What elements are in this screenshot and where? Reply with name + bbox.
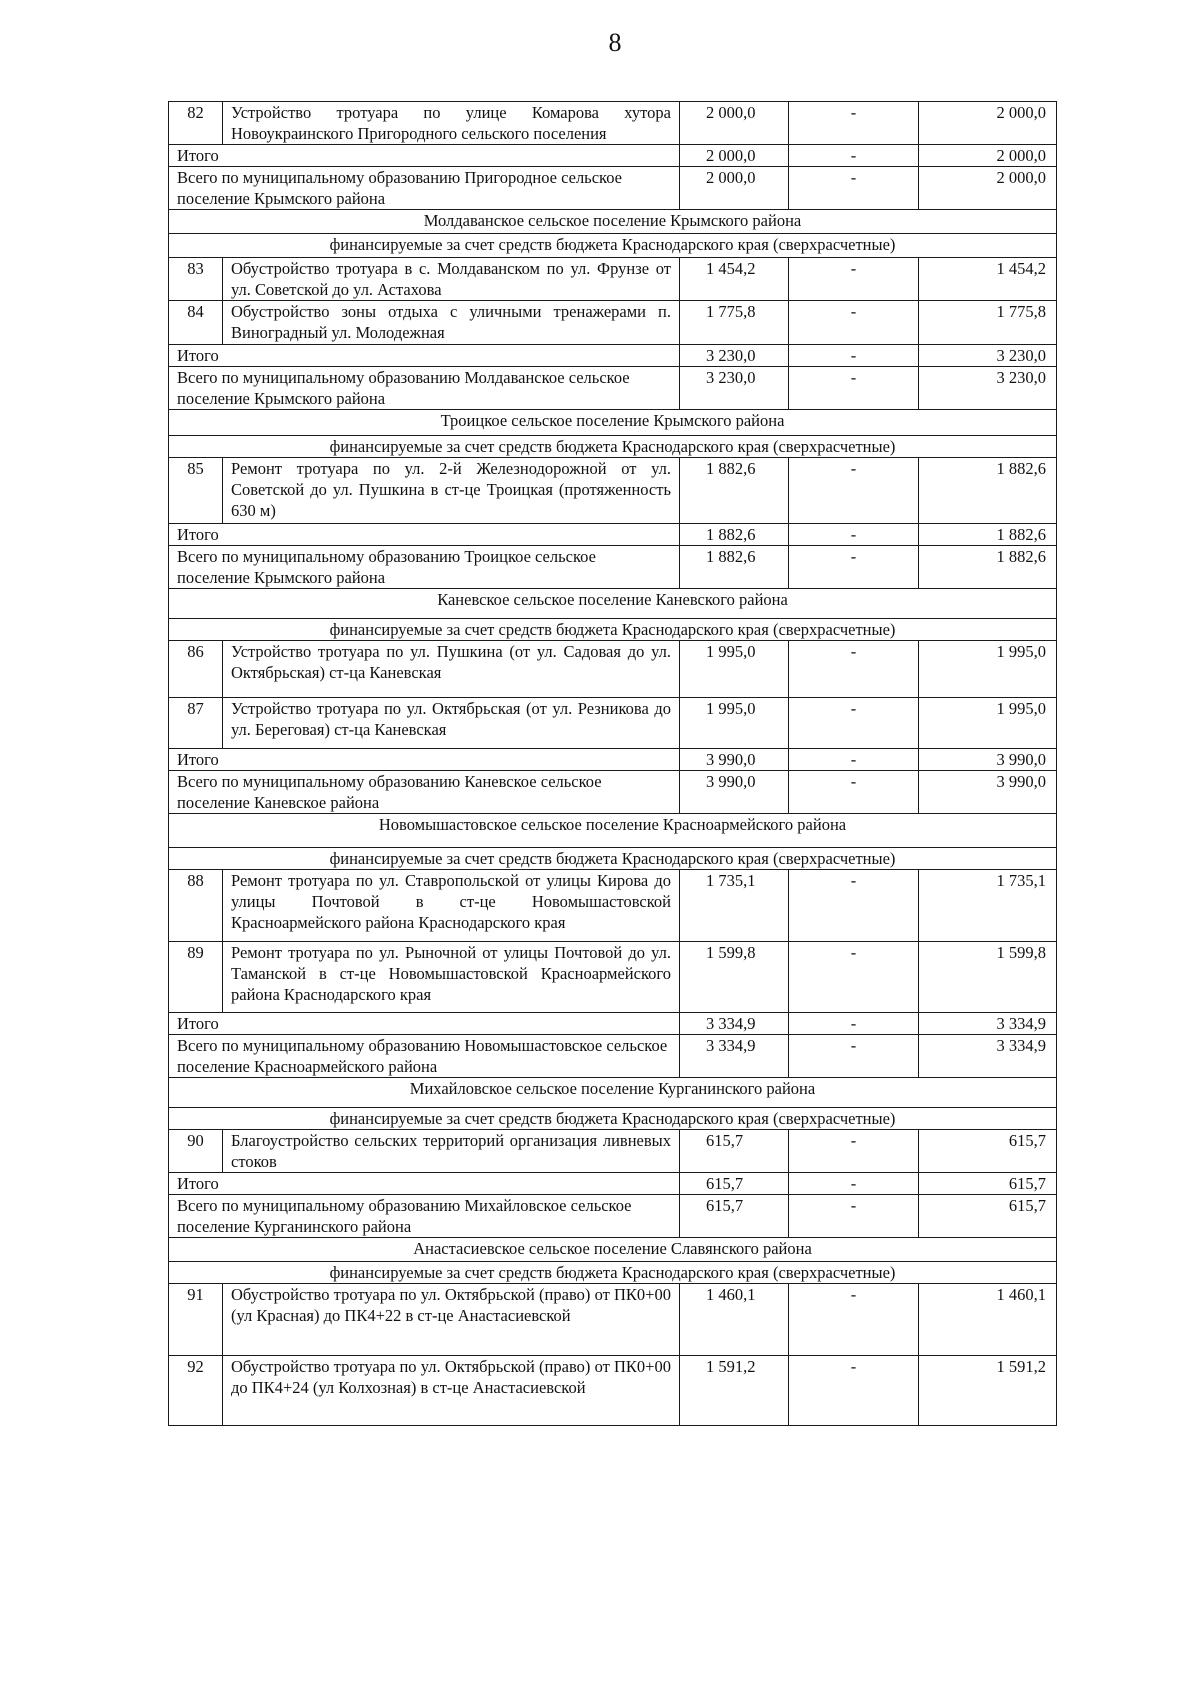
section-header-row [169, 410, 1057, 436]
item-number: 88 [169, 870, 223, 942]
item-description: Ремонт тротуара по ул. 2-й Железнодорожной от ул. Советской до ул. Пушкина в ст-це Троицкая (протяженность 630 м) [223, 458, 680, 524]
subtotal-row [169, 145, 1057, 167]
total-cell: 2 000,0 [919, 102, 1057, 145]
item-description: Устройство тротуара по ул. Пушкина (от ул. Садовая до ул. Октябрьская) ст-ца Каневская [223, 641, 680, 698]
table-row [169, 1356, 1057, 1426]
total-cell: 1 454,2 [919, 258, 1057, 301]
amount-cell: 3 230,0 [680, 345, 789, 367]
item-description: Обустройство тротуара по ул. Октябрьской (право) от ПК0+00 до ПК4+24 (ул Колхозная) в ст-це Анастасиевской [223, 1356, 680, 1426]
section-header-row [169, 589, 1057, 619]
amount-cell: 1 995,0 [680, 698, 789, 749]
total-cell: 3 230,0 [919, 367, 1057, 410]
subtotal-row [169, 771, 1057, 814]
item-description: Ремонт тротуара по ул. Рыночной от улицы Почтовой до ул. Таманской в ст-це Новомышастовской Красноармейского района Краснодарского края [223, 942, 680, 1013]
amount-cell: - [789, 870, 919, 942]
total-cell: 3 230,0 [919, 345, 1057, 367]
page-number: 8 [608, 28, 622, 57]
amount-cell: 615,7 [680, 1195, 789, 1238]
amount-cell: - [789, 698, 919, 749]
total-cell: 1 882,6 [919, 546, 1057, 589]
subtotal-row [169, 1173, 1057, 1195]
amount-cell: 3 990,0 [680, 771, 789, 814]
amount-cell: 1 591,2 [680, 1356, 789, 1426]
item-number: 86 [169, 641, 223, 698]
section-header-row [169, 210, 1057, 234]
subtotal-label: Всего по муниципальному образованию Новомышастовское сельское поселение Красноармейского района [169, 1035, 680, 1078]
total-cell: 1 591,2 [919, 1356, 1057, 1426]
item-number: 87 [169, 698, 223, 749]
table-row [169, 698, 1057, 749]
item-number: 89 [169, 942, 223, 1013]
financing-source-row [169, 1108, 1057, 1130]
financing-source: финансируемые за счет средств бюджета Краснодарского края (сверхрасчетные) [169, 1262, 1057, 1284]
table-row [169, 301, 1057, 345]
table-row [169, 102, 1057, 145]
item-description: Ремонт тротуара по ул. Ставропольской от улицы Кирова до улицы Почтовой в ст-це Новомышастовской Красноармейского района Краснодарского края [223, 870, 680, 942]
item-description: Обустройство зоны отдыха с уличными тренажерами п. Виноградный ул. Молодежная [223, 301, 680, 345]
subtotal-label: Всего по муниципальному образованию Пригородное сельское поселение Крымского района [169, 167, 680, 210]
table-row [169, 942, 1057, 1013]
budget-table [168, 101, 1057, 1426]
total-cell: 1 995,0 [919, 698, 1057, 749]
amount-cell: - [789, 367, 919, 410]
total-cell: 2 000,0 [919, 167, 1057, 210]
amount-cell: 1 882,6 [680, 546, 789, 589]
total-cell: 3 990,0 [919, 771, 1057, 814]
amount-cell: 1 882,6 [680, 524, 789, 546]
amount-cell: - [789, 167, 919, 210]
item-description: Обустройство тротуара в с. Молдаванском по ул. Фрунзе от ул. Советской до ул. Астахова [223, 258, 680, 301]
financing-source-row [169, 234, 1057, 258]
item-number: 83 [169, 258, 223, 301]
financing-source-row [169, 848, 1057, 870]
amount-cell: - [789, 942, 919, 1013]
amount-cell: 2 000,0 [680, 102, 789, 145]
total-cell: 3 990,0 [919, 749, 1057, 771]
subtotal-row [169, 1013, 1057, 1035]
amount-cell: - [789, 102, 919, 145]
item-description: Устройство тротуара по улице Комарова хутора Новоукраинского Пригородного сельского поселения [223, 102, 680, 145]
amount-cell: 1 599,8 [680, 942, 789, 1013]
subtotal-label: Итого [169, 345, 680, 367]
total-cell: 2 000,0 [919, 145, 1057, 167]
total-cell: 3 334,9 [919, 1035, 1057, 1078]
amount-cell: - [789, 546, 919, 589]
amount-cell: - [789, 258, 919, 301]
amount-cell: 1 735,1 [680, 870, 789, 942]
item-number: 92 [169, 1356, 223, 1426]
section-title: Каневское сельское поселение Каневского района [169, 589, 1057, 619]
table-row [169, 258, 1057, 301]
table-row [169, 870, 1057, 942]
subtotal-row [169, 167, 1057, 210]
financing-source: финансируемые за счет средств бюджета Краснодарского края (сверхрасчетные) [169, 1108, 1057, 1130]
subtotal-row [169, 524, 1057, 546]
section-header-row [169, 1078, 1057, 1108]
subtotal-row [169, 1195, 1057, 1238]
amount-cell: 1 995,0 [680, 641, 789, 698]
amount-cell: - [789, 345, 919, 367]
item-description: Устройство тротуара по ул. Октябрьская (от ул. Резникова до ул. Береговая) ст-ца Каневская [223, 698, 680, 749]
table-row [169, 458, 1057, 524]
subtotal-label: Всего по муниципальному образованию Молдаванское сельское поселение Крымского района [169, 367, 680, 410]
amount-cell: 1 882,6 [680, 458, 789, 524]
total-cell: 1 599,8 [919, 942, 1057, 1013]
amount-cell: 615,7 [680, 1130, 789, 1173]
total-cell: 615,7 [919, 1173, 1057, 1195]
amount-cell: - [789, 641, 919, 698]
subtotal-row [169, 367, 1057, 410]
subtotal-row [169, 546, 1057, 589]
subtotal-label: Всего по муниципальному образованию Михайловское сельское поселение Курганинского района [169, 1195, 680, 1238]
financing-source: финансируемые за счет средств бюджета Краснодарского края (сверхрасчетные) [169, 619, 1057, 641]
section-title: Анастасиевское сельское поселение Славянского района [169, 1238, 1057, 1262]
amount-cell: - [789, 1195, 919, 1238]
financing-source-row [169, 619, 1057, 641]
amount-cell: 615,7 [680, 1173, 789, 1195]
amount-cell: - [789, 1013, 919, 1035]
total-cell: 1 882,6 [919, 458, 1057, 524]
table-body [169, 102, 1057, 1426]
section-title: Михайловское сельское поселение Курганинского района [169, 1078, 1057, 1108]
amount-cell: 1 454,2 [680, 258, 789, 301]
amount-cell: 3 334,9 [680, 1013, 789, 1035]
amount-cell: 3 990,0 [680, 749, 789, 771]
subtotal-label: Итого [169, 1013, 680, 1035]
amount-cell: 2 000,0 [680, 145, 789, 167]
amount-cell: - [789, 749, 919, 771]
amount-cell: 2 000,0 [680, 167, 789, 210]
total-cell: 1 460,1 [919, 1284, 1057, 1356]
amount-cell: - [789, 524, 919, 546]
amount-cell: 3 230,0 [680, 367, 789, 410]
financing-source-row [169, 436, 1057, 458]
item-number: 82 [169, 102, 223, 145]
table-row [169, 641, 1057, 698]
total-cell: 1 882,6 [919, 524, 1057, 546]
amount-cell: - [789, 771, 919, 814]
amount-cell: - [789, 301, 919, 345]
section-header-row [169, 814, 1057, 848]
item-number: 85 [169, 458, 223, 524]
amount-cell: - [789, 1284, 919, 1356]
item-number: 91 [169, 1284, 223, 1356]
amount-cell: - [789, 1130, 919, 1173]
amount-cell: 1 460,1 [680, 1284, 789, 1356]
financing-source: финансируемые за счет средств бюджета Краснодарского края (сверхрасчетные) [169, 436, 1057, 458]
subtotal-label: Итого [169, 749, 680, 771]
section-title: Троицкое сельское поселение Крымского района [169, 410, 1057, 436]
table-row [169, 1130, 1057, 1173]
financing-source: финансируемые за счет средств бюджета Краснодарского края (сверхрасчетные) [169, 234, 1057, 258]
financing-source-row [169, 1262, 1057, 1284]
section-title: Молдаванское сельское поселение Крымского района [169, 210, 1057, 234]
subtotal-row [169, 345, 1057, 367]
subtotal-label: Итого [169, 1173, 680, 1195]
item-description: Обустройство тротуара по ул. Октябрьской (право) от ПК0+00 (ул Красная) до ПК4+22 в ст-це Анастасиевской [223, 1284, 680, 1356]
total-cell: 3 334,9 [919, 1013, 1057, 1035]
subtotal-label: Итого [169, 524, 680, 546]
section-title: Новомышастовское сельское поселение Красноармейского района [169, 814, 1057, 848]
subtotal-row [169, 1035, 1057, 1078]
amount-cell: 1 775,8 [680, 301, 789, 345]
total-cell: 1 995,0 [919, 641, 1057, 698]
total-cell: 615,7 [919, 1195, 1057, 1238]
total-cell: 615,7 [919, 1130, 1057, 1173]
amount-cell: - [789, 1173, 919, 1195]
subtotal-row [169, 749, 1057, 771]
amount-cell: - [789, 458, 919, 524]
amount-cell: - [789, 1356, 919, 1426]
item-number: 90 [169, 1130, 223, 1173]
section-header-row [169, 1238, 1057, 1262]
subtotal-label: Итого [169, 145, 680, 167]
table-row [169, 1284, 1057, 1356]
total-cell: 1 735,1 [919, 870, 1057, 942]
amount-cell: - [789, 145, 919, 167]
item-description: Благоустройство сельских территорий организация ливневых стоков [223, 1130, 680, 1173]
total-cell: 1 775,8 [919, 301, 1057, 345]
subtotal-label: Всего по муниципальному образованию Каневское сельское поселение Каневское района [169, 771, 680, 814]
subtotal-label: Всего по муниципальному образованию Троицкое сельское поселение Крымского района [169, 546, 680, 589]
amount-cell: 3 334,9 [680, 1035, 789, 1078]
item-number: 84 [169, 301, 223, 345]
financing-source: финансируемые за счет средств бюджета Краснодарского края (сверхрасчетные) [169, 848, 1057, 870]
amount-cell: - [789, 1035, 919, 1078]
